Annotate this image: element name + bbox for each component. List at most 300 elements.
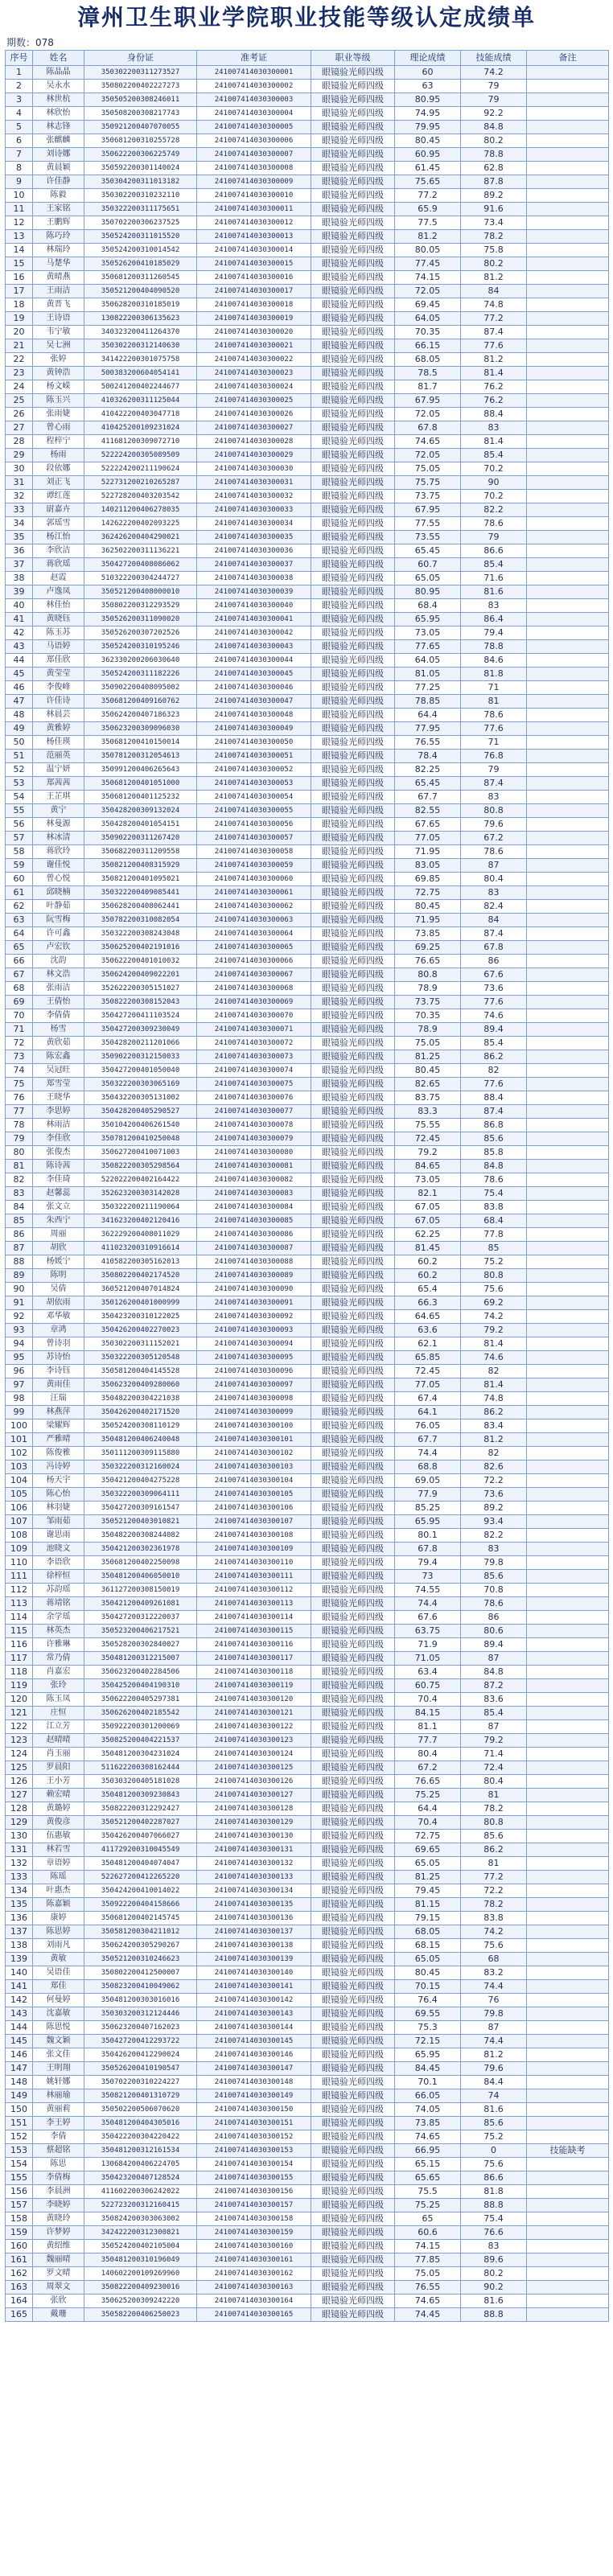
cell-index: 82: [6, 1173, 33, 1187]
cell-id-card: 522022200402164422: [84, 1173, 197, 1187]
table-row: [6, 1871, 609, 1884]
cell-skill-score: 84: [461, 285, 527, 298]
cell-index: 122: [6, 1720, 33, 1734]
cell-exam-ticket: 241007414030300058: [197, 845, 311, 859]
cell-theory-score: 72.75: [395, 1830, 461, 1843]
cell-index: 12: [6, 216, 33, 230]
cell-id-card: 350681200401125232: [84, 791, 197, 804]
cell-remark: [527, 134, 609, 148]
cell-exam-ticket: 241007414030300027: [197, 421, 311, 435]
cell-theory-score: 72.45: [395, 1365, 461, 1378]
cell-remark: [527, 2117, 609, 2130]
cell-name: 许可鑫: [33, 927, 84, 941]
cell-exam-ticket: 241007414030300047: [197, 695, 311, 709]
cell-theory-score: 73.75: [395, 490, 461, 503]
cell-theory-score: 67.95: [395, 503, 461, 517]
cell-id-card: 350523200406217521: [84, 1625, 197, 1638]
cell-name: 杨天宇: [33, 1474, 84, 1488]
cell-theory-score: 79.4: [395, 1556, 461, 1570]
cell-remark: 技能缺考: [527, 2144, 609, 2158]
cell-skill-score: 73.6: [461, 1488, 527, 1502]
cell-exam-ticket: 241007414030300094: [197, 1337, 311, 1351]
cell-id-card: 350481200312215007: [84, 1652, 197, 1666]
cell-name: 王家铭: [33, 203, 84, 216]
cell-index: 16: [6, 271, 33, 285]
table-row: [6, 162, 609, 175]
cell-id-card: 522728200403203542: [84, 490, 197, 503]
cell-exam-ticket: 241007414030300108: [197, 1529, 311, 1543]
table-row: [6, 968, 609, 982]
cell-index: 130: [6, 1830, 33, 1843]
cell-theory-score: 70.4: [395, 1816, 461, 1830]
cell-exam-ticket: 241007414030300087: [197, 1242, 311, 1255]
table-row: [6, 1884, 609, 1898]
cell-level: 眼镜验光师四级: [311, 1625, 395, 1638]
cell-index: 158: [6, 2212, 33, 2226]
cell-level: 眼镜验光师四级: [311, 2158, 395, 2171]
cell-name: 王小芳: [33, 1775, 84, 1789]
cell-exam-ticket: 241007414030300022: [197, 353, 311, 367]
table-row: [6, 873, 609, 886]
cell-index: 157: [6, 2199, 33, 2212]
cell-skill-score: 81.2: [461, 271, 527, 285]
cell-level: 眼镜验光师四级: [311, 736, 395, 750]
cell-name: 郑佳欣: [33, 654, 84, 668]
cell-name: 张婷: [33, 353, 84, 367]
table-row: [6, 2226, 609, 2240]
cell-level: 眼镜验光师四级: [311, 1720, 395, 1734]
table-row: [6, 1679, 609, 1693]
cell-theory-score: 76.55: [395, 2281, 461, 2295]
cell-index: 22: [6, 353, 33, 367]
cell-index: 138: [6, 1939, 33, 1953]
cell-name: 吴冠旺: [33, 1064, 84, 1078]
cell-theory-score: 68.05: [395, 1925, 461, 1939]
batch-number: [6, 35, 54, 50]
table-row: [6, 1543, 609, 1556]
cell-id-card: 350502200506070620: [84, 2103, 197, 2117]
cell-theory-score: 73.05: [395, 1173, 461, 1187]
table-row: [6, 1912, 609, 1925]
cell-theory-score: 80.95: [395, 585, 461, 599]
cell-index: 5: [6, 121, 33, 134]
table-row: [6, 982, 609, 996]
table-row: [6, 1953, 609, 1966]
cell-level: 眼镜验光师四级: [311, 2144, 395, 2158]
table-row: [6, 722, 609, 736]
cell-theory-score: 80.45: [395, 1064, 461, 1078]
cell-id-card: 350423200407128524: [84, 2171, 197, 2185]
cell-id-card: 350322200309064111: [84, 1488, 197, 1502]
cell-level: 眼镜验光师四级: [311, 1351, 395, 1365]
cell-skill-score: 74.4: [461, 2035, 527, 2048]
cell-remark: [527, 1925, 609, 1939]
cell-skill-score: 71: [461, 736, 527, 750]
table-row: [6, 1419, 609, 1433]
cell-exam-ticket: 241007414030300115: [197, 1625, 311, 1638]
table-row: [6, 298, 609, 312]
cell-exam-ticket: 241007414030300104: [197, 1474, 311, 1488]
cell-name: 林文浩: [33, 968, 84, 982]
cell-index: 27: [6, 421, 33, 435]
cell-theory-score: 63.4: [395, 1666, 461, 1679]
cell-index: 100: [6, 1419, 33, 1433]
batch-value: 078: [35, 37, 54, 48]
cell-name: 陈诗茜: [33, 1160, 84, 1173]
cell-exam-ticket: 241007414030300078: [197, 1119, 311, 1132]
cell-id-card: 350427200412293722: [84, 2035, 197, 2048]
cell-level: 眼镜验光师四级: [311, 175, 395, 189]
cell-index: 128: [6, 1802, 33, 1816]
score-table: [5, 50, 609, 2322]
cell-exam-ticket: 241007414030300074: [197, 1064, 311, 1078]
cell-exam-ticket: 241007414030300021: [197, 339, 311, 353]
cell-level: 眼镜验光师四级: [311, 709, 395, 722]
cell-id-card: 350481200310196049: [84, 2253, 197, 2267]
cell-id-card: 350622200306225749: [84, 148, 197, 162]
cell-skill-score: 75.6: [461, 1939, 527, 1953]
cell-name: 肖嘉宏: [33, 1666, 84, 1679]
cell-exam-ticket: 241007414030300009: [197, 175, 311, 189]
cell-id-card: 350902200311267420: [84, 832, 197, 845]
cell-theory-score: 66.95: [395, 2144, 461, 2158]
cell-name: 周翠文: [33, 2281, 84, 2295]
cell-level: 眼镜验光师四级: [311, 1871, 395, 1884]
table-row: [6, 312, 609, 326]
cell-skill-score: 87: [461, 1720, 527, 1734]
table-row: [6, 1173, 609, 1187]
cell-index: 35: [6, 531, 33, 544]
cell-index: 123: [6, 1734, 33, 1748]
cell-name: 李佳琦: [33, 1173, 84, 1187]
cell-name: 章鸿: [33, 1324, 84, 1337]
cell-skill-score: 74: [461, 2089, 527, 2103]
cell-id-card: 350922200301200069: [84, 1720, 197, 1734]
cell-remark: [527, 2185, 609, 2199]
cell-exam-ticket: 241007414030300057: [197, 832, 311, 845]
cell-level: 眼镜验光师四级: [311, 2281, 395, 2295]
cell-theory-score: 67.05: [395, 1201, 461, 1214]
cell-name: 苏诗怡: [33, 1351, 84, 1365]
cell-id-card: 360521200407014824: [84, 1283, 197, 1296]
cell-theory-score: 60.6: [395, 2226, 461, 2240]
cell-skill-score: 84.8: [461, 1160, 527, 1173]
cell-skill-score: 76: [461, 1994, 527, 2007]
cell-name: 吴倩: [33, 1283, 84, 1296]
table-row: [6, 1652, 609, 1666]
cell-level: 眼镜验光师四级: [311, 1994, 395, 2007]
cell-theory-score: 67.8: [395, 1543, 461, 1556]
cell-id-card: 350421200409261081: [84, 1597, 197, 1611]
cell-index: 142: [6, 1994, 33, 2007]
cell-skill-score: 86.8: [461, 1119, 527, 1132]
table-row: [6, 503, 609, 517]
cell-remark: [527, 585, 609, 599]
table-row: [6, 2240, 609, 2253]
cell-skill-score: 76.2: [461, 394, 527, 408]
cell-name: 黄璐婷: [33, 1802, 84, 1816]
cell-level: 眼镜验光师四级: [311, 189, 395, 203]
cell-skill-score: 80.6: [461, 1625, 527, 1638]
cell-exam-ticket: 241007414030300136: [197, 1912, 311, 1925]
cell-name: 陈心怡: [33, 1488, 84, 1502]
table-row: [6, 1447, 609, 1461]
cell-level: 眼镜验光师四级: [311, 982, 395, 996]
cell-remark: [527, 2007, 609, 2021]
cell-id-card: 350521200408000010: [84, 585, 197, 599]
table-row: [6, 818, 609, 832]
cell-index: 155: [6, 2171, 33, 2185]
cell-remark: [527, 517, 609, 531]
cell-name: 蒋欣玲: [33, 845, 84, 859]
cell-remark: [527, 818, 609, 832]
cell-exam-ticket: 241007414030300084: [197, 1201, 311, 1214]
cell-theory-score: 74.65: [395, 2130, 461, 2144]
cell-remark: [527, 66, 609, 80]
cell-index: 127: [6, 1789, 33, 1802]
cell-index: 63: [6, 914, 33, 927]
cell-exam-ticket: 241007414030300023: [197, 367, 311, 380]
cell-id-card: 341422200301075758: [84, 353, 197, 367]
cell-level: 眼镜验光师四级: [311, 257, 395, 271]
cell-id-card: 350481200406050010: [84, 1570, 197, 1584]
cell-id-card: 350302200312140630: [84, 339, 197, 353]
cell-skill-score: 87: [461, 2021, 527, 2035]
cell-name: 张雨婕: [33, 408, 84, 421]
cell-remark: [527, 2158, 609, 2171]
cell-skill-score: 71: [461, 681, 527, 695]
table-row: [6, 1720, 609, 1734]
cell-remark: [527, 1324, 609, 1337]
cell-skill-score: 79.6: [461, 2062, 527, 2076]
cell-exam-ticket: 241007414030300042: [197, 627, 311, 640]
cell-index: 76: [6, 1091, 33, 1105]
cell-id-card: 350505200308246011: [84, 93, 197, 107]
table-row: [6, 2076, 609, 2089]
cell-id-card: 350521200310246623: [84, 1953, 197, 1966]
cell-skill-score: 82: [461, 1447, 527, 1461]
cell-name: 陈巧玲: [33, 230, 84, 244]
cell-id-card: 350802200402174520: [84, 1269, 197, 1283]
cell-skill-score: 87.4: [461, 927, 527, 941]
cell-exam-ticket: 241007414030300100: [197, 1419, 311, 1433]
cell-exam-ticket: 241007414030300139: [197, 1953, 311, 1966]
cell-theory-score: 73.85: [395, 2117, 461, 2130]
cell-level: 眼镜验光师四级: [311, 1857, 395, 1871]
cell-exam-ticket: 241007414030300030: [197, 462, 311, 476]
cell-theory-score: 81.1: [395, 1720, 461, 1734]
cell-theory-score: 68.15: [395, 1939, 461, 1953]
table-row: [6, 449, 609, 462]
cell-id-card: 350822200312292427: [84, 1802, 197, 1816]
cell-id-card: 410422200403047718: [84, 408, 197, 421]
cell-level: 眼镜验光师四级: [311, 558, 395, 572]
cell-level: 眼镜验光师四级: [311, 367, 395, 380]
table-row: [6, 435, 609, 449]
cell-level: 眼镜验光师四级: [311, 2185, 395, 2199]
header-remark: 备注: [527, 51, 609, 66]
cell-remark: [527, 2035, 609, 2048]
table-row: [6, 1050, 609, 1064]
cell-level: 眼镜验光师四级: [311, 1884, 395, 1898]
cell-exam-ticket: 241007414030300015: [197, 257, 311, 271]
cell-skill-score: 74.6: [461, 1351, 527, 1365]
cell-index: 70: [6, 1009, 33, 1023]
cell-name: 康婷: [33, 1912, 84, 1925]
cell-exam-ticket: 241007414030300157: [197, 2199, 311, 2212]
cell-theory-score: 77.65: [395, 640, 461, 654]
cell-name: 韦宁敏: [33, 326, 84, 339]
cell-theory-score: 80.45: [395, 134, 461, 148]
cell-skill-score: 75.4: [461, 1187, 527, 1201]
cell-level: 眼镜验光师四级: [311, 380, 395, 394]
cell-name: 蒋靖铭: [33, 1597, 84, 1611]
cell-remark: [527, 832, 609, 845]
cell-name: 郑雪莹: [33, 1078, 84, 1091]
cell-theory-score: 69.55: [395, 2007, 461, 2021]
cell-theory-score: 69.25: [395, 941, 461, 955]
cell-exam-ticket: 241007414030300121: [197, 1707, 311, 1720]
cell-name: 赵馨蕊: [33, 1187, 84, 1201]
cell-theory-score: 62.25: [395, 1228, 461, 1242]
cell-level: 眼镜验光师四级: [311, 1050, 395, 1064]
cell-skill-score: 75.8: [461, 244, 527, 257]
cell-id-card: 350681200310255728: [84, 134, 197, 148]
cell-theory-score: 77.95: [395, 722, 461, 736]
cell-skill-score: 78.2: [461, 230, 527, 244]
cell-theory-score: 65.85: [395, 1351, 461, 1365]
cell-id-card: 350302200311152021: [84, 1337, 197, 1351]
cell-remark: [527, 1337, 609, 1351]
cell-id-card: 522224200305089509: [84, 449, 197, 462]
table-row: [6, 2089, 609, 2103]
cell-skill-score: 85.4: [461, 449, 527, 462]
cell-name: 戴珊: [33, 2308, 84, 2322]
cell-level: 眼镜验光师四级: [311, 1925, 395, 1939]
cell-id-card: 350623200309096030: [84, 722, 197, 736]
header-theory-score: 理论成绩: [395, 51, 461, 66]
cell-exam-ticket: 241007414030300010: [197, 189, 311, 203]
cell-theory-score: 77.05: [395, 1378, 461, 1392]
cell-remark: [527, 1761, 609, 1775]
cell-remark: [527, 2021, 609, 2035]
cell-name: 蔡超铭: [33, 2144, 84, 2158]
cell-skill-score: 80.8: [461, 804, 527, 818]
cell-skill-score: 89.4: [461, 1023, 527, 1037]
cell-name: 吴七洲: [33, 339, 84, 353]
table-row: [6, 2253, 609, 2267]
cell-remark: [527, 490, 609, 503]
table-row: [6, 189, 609, 203]
cell-index: 90: [6, 1283, 33, 1296]
cell-exam-ticket: 241007414030300097: [197, 1378, 311, 1392]
cell-level: 眼镜验光师四级: [311, 2226, 395, 2240]
cell-level: 眼镜验光师四级: [311, 503, 395, 517]
table-row: [6, 832, 609, 845]
cell-level: 眼镜验光师四级: [311, 1666, 395, 1679]
table-row: [6, 490, 609, 503]
cell-name: 林志锋: [33, 121, 84, 134]
cell-theory-score: 81.05: [395, 668, 461, 681]
cell-remark: [527, 1406, 609, 1419]
cell-level: 眼镜验光师四级: [311, 1214, 395, 1228]
cell-exam-ticket: 241007414030300069: [197, 996, 311, 1009]
table-row: [6, 750, 609, 763]
cell-name: 许佳静: [33, 175, 84, 189]
cell-level: 眼镜验光师四级: [311, 572, 395, 585]
cell-index: 39: [6, 585, 33, 599]
cell-index: 28: [6, 435, 33, 449]
table-row: [6, 1775, 609, 1789]
cell-id-card: 362502200311136221: [84, 544, 197, 558]
cell-skill-score: 0: [461, 2144, 527, 2158]
cell-level: 眼镜验光师四级: [311, 2007, 395, 2021]
cell-skill-score: 78.6: [461, 845, 527, 859]
cell-name: 卢逸凤: [33, 585, 84, 599]
cell-theory-score: 67.7: [395, 1433, 461, 1447]
cell-name: 林雨洁: [33, 1119, 84, 1132]
table-row: [6, 886, 609, 900]
table-row: [6, 1310, 609, 1324]
cell-index: 3: [6, 93, 33, 107]
table-row: [6, 353, 609, 367]
cell-index: 137: [6, 1925, 33, 1939]
table-row: [6, 93, 609, 107]
cell-id-card: 350521200403010821: [84, 1515, 197, 1529]
cell-theory-score: 71.05: [395, 1652, 461, 1666]
cell-theory-score: 63.75: [395, 1625, 461, 1638]
cell-theory-score: 81.45: [395, 1242, 461, 1255]
table-row: [6, 654, 609, 668]
cell-remark: [527, 394, 609, 408]
cell-id-card: 350622200405297381: [84, 1693, 197, 1707]
cell-remark: [527, 1488, 609, 1502]
table-row: [6, 777, 609, 791]
cell-level: 眼镜验光师四级: [311, 886, 395, 900]
cell-skill-score: 73.4: [461, 216, 527, 230]
cell-exam-ticket: 241007414030300046: [197, 681, 311, 695]
cell-theory-score: 68.8: [395, 1461, 461, 1474]
cell-remark: [527, 175, 609, 189]
header-id-card: 身份证: [84, 51, 197, 66]
cell-id-card: 350623200409280060: [84, 1378, 197, 1392]
cell-index: 55: [6, 804, 33, 818]
cell-index: 69: [6, 996, 33, 1009]
cell-theory-score: 73.75: [395, 996, 461, 1009]
table-row: [6, 585, 609, 599]
cell-remark: [527, 2076, 609, 2089]
cell-name: 苏韵瑶: [33, 1584, 84, 1597]
cell-exam-ticket: 241007414030300130: [197, 1830, 311, 1843]
cell-exam-ticket: 241007414030300147: [197, 2062, 311, 2076]
table-row: [6, 1378, 609, 1392]
cell-remark: [527, 121, 609, 134]
cell-name: 许佳诗: [33, 695, 84, 709]
cell-index: 1: [6, 66, 33, 80]
cell-theory-score: 64.4: [395, 1802, 461, 1816]
cell-level: 眼镜验光师四级: [311, 1296, 395, 1310]
table-row: [6, 216, 609, 230]
table-row: [6, 2007, 609, 2021]
cell-skill-score: 86.4: [461, 613, 527, 627]
cell-id-card: 130822200306135623: [84, 312, 197, 326]
table-row: [6, 2117, 609, 2130]
cell-exam-ticket: 241007414030300153: [197, 2144, 311, 2158]
cell-id-card: 350322200311175651: [84, 203, 197, 216]
cell-name: 陈玉凤: [33, 1693, 84, 1707]
cell-exam-ticket: 241007414030300141: [197, 1980, 311, 1994]
cell-id-card: 350524200308110129: [84, 1419, 197, 1433]
